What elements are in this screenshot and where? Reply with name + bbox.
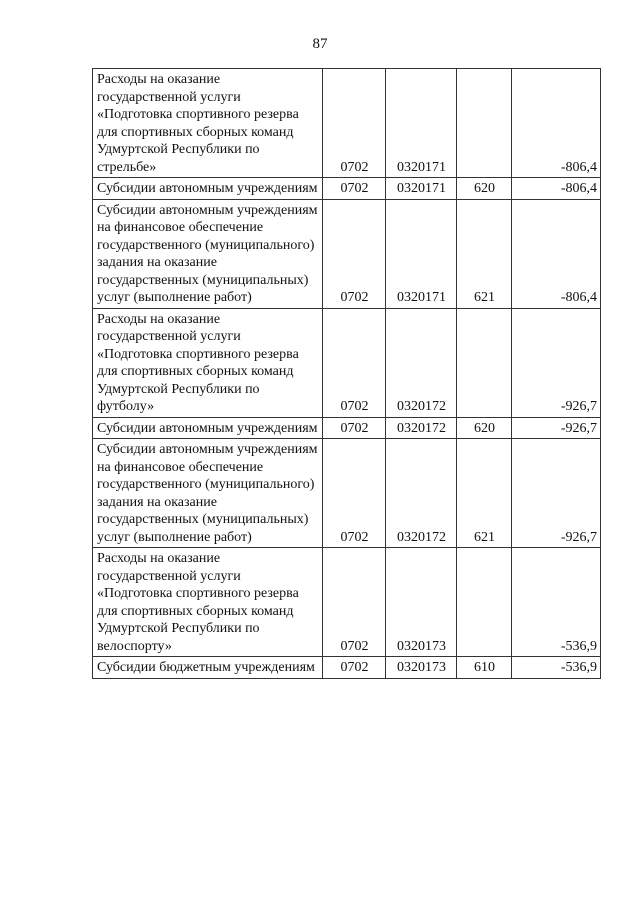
amount-cell: -926,7 [512, 308, 601, 417]
section-code-cell: 0702 [323, 417, 386, 439]
budget-table [92, 68, 601, 679]
row-name-cell: Расходы на оказание государственной услуги «Подготовка спортивного резерва для спортивных сборных команд Удмуртской Республики по стрельбе» [93, 69, 323, 178]
row-name-cell: Субсидии автономным учреждениям [93, 178, 323, 200]
amount-cell: -536,9 [512, 548, 601, 657]
section-code-cell: 0702 [323, 199, 386, 308]
section-code-cell: 0702 [323, 439, 386, 548]
row-name-cell: Расходы на оказание государственной услуги «Подготовка спортивного резерва для спортивных сборных команд Удмуртской Республики по футболу» [93, 308, 323, 417]
expense-type-cell: 610 [457, 657, 512, 679]
target-article-cell: 0320172 [386, 308, 457, 417]
section-code-cell: 0702 [323, 69, 386, 178]
amount-cell: -806,4 [512, 199, 601, 308]
expense-type-cell: 621 [457, 199, 512, 308]
row-name-cell: Субсидии бюджетным учреждениям [93, 657, 323, 679]
amount-cell: -926,7 [512, 417, 601, 439]
row-name-cell: Расходы на оказание государственной услуги «Подготовка спортивного резерва для спортивных сборных команд Удмуртской Республики по велоспорту» [93, 548, 323, 657]
table-row [93, 199, 601, 308]
amount-cell: -926,7 [512, 439, 601, 548]
table-row [93, 439, 601, 548]
amount-cell: -536,9 [512, 657, 601, 679]
target-article-cell: 0320172 [386, 417, 457, 439]
expense-type-cell [457, 308, 512, 417]
expense-type-cell [457, 548, 512, 657]
table-row [93, 308, 601, 417]
target-article-cell: 0320172 [386, 439, 457, 548]
page-number: 87 [312, 36, 328, 52]
row-name-cell: Субсидии автономным учреждениям на финансовое обеспечение государственного (муниципального) задания на оказание государственных (муниципальных) услуг (выполнение работ) [93, 199, 323, 308]
expense-type-cell [457, 69, 512, 178]
table-row [93, 548, 601, 657]
section-code-cell: 0702 [323, 178, 386, 200]
table-row [93, 657, 601, 679]
section-code-cell: 0702 [323, 308, 386, 417]
table-row [93, 417, 601, 439]
row-name-cell: Субсидии автономным учреждениям на финансовое обеспечение государственного (муниципального) задания на оказание государственных (муниципальных) услуг (выполнение работ) [93, 439, 323, 548]
section-code-cell: 0702 [323, 548, 386, 657]
target-article-cell: 0320173 [386, 657, 457, 679]
table-row [93, 178, 601, 200]
target-article-cell: 0320171 [386, 199, 457, 308]
target-article-cell: 0320171 [386, 178, 457, 200]
expense-type-cell: 620 [457, 417, 512, 439]
amount-cell: -806,4 [512, 178, 601, 200]
target-article-cell: 0320171 [386, 69, 457, 178]
expense-type-cell: 620 [457, 178, 512, 200]
target-article-cell: 0320173 [386, 548, 457, 657]
amount-cell: -806,4 [512, 69, 601, 178]
expense-type-cell: 621 [457, 439, 512, 548]
table-row [93, 69, 601, 178]
section-code-cell: 0702 [323, 657, 386, 679]
row-name-cell: Субсидии автономным учреждениям [93, 417, 323, 439]
